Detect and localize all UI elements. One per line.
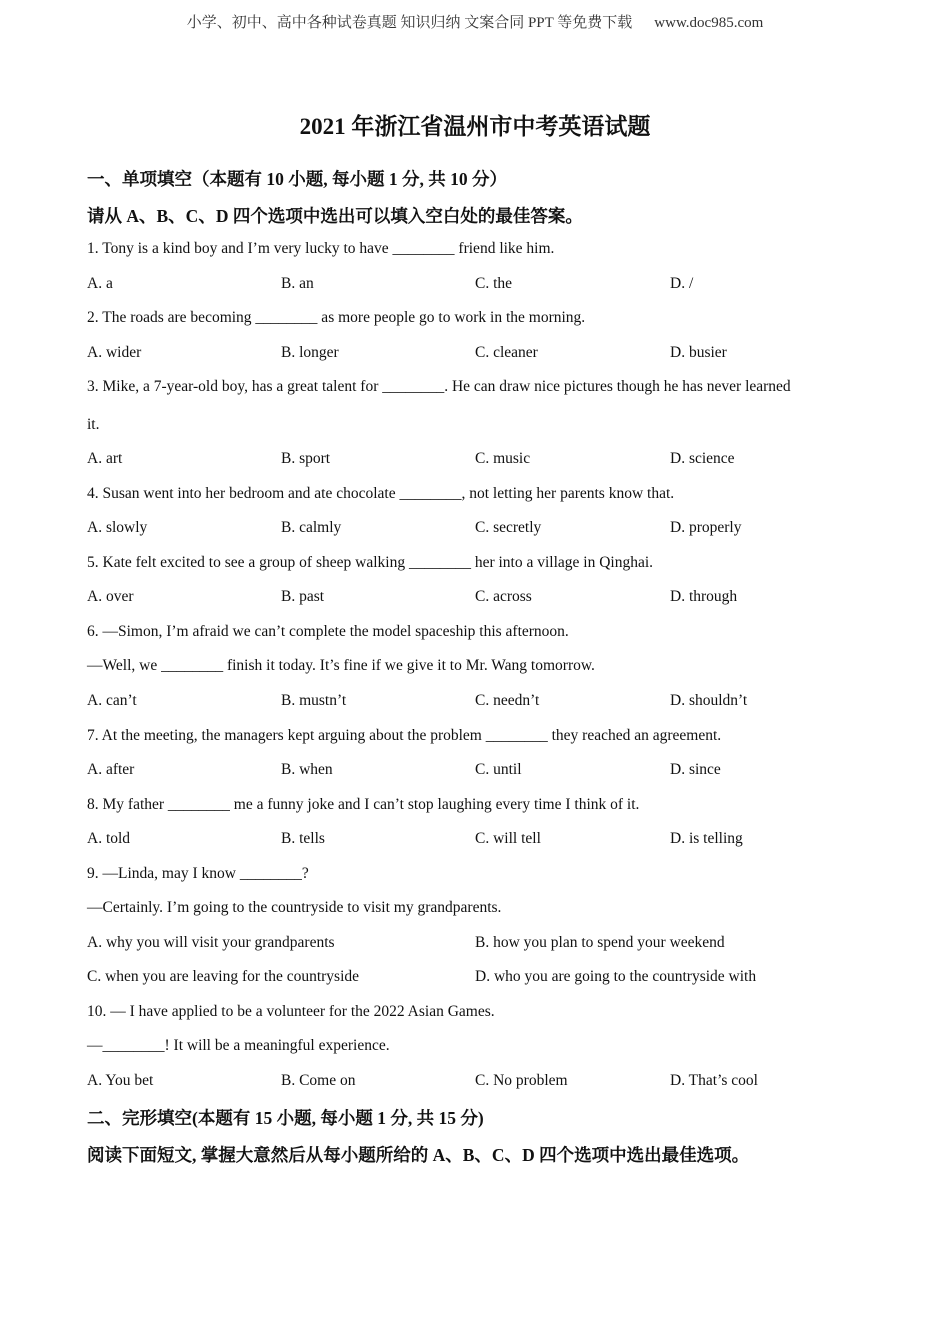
question-9-stem: 9. —Linda, may I know ________?: [87, 865, 309, 882]
question-5-option-c: C. across: [475, 588, 532, 605]
question-7-option-b: B. when: [281, 761, 333, 778]
header-text: 小学、初中、高中各种试卷真题 知识归纳 文案合同 PPT 等免费下载: [186, 15, 633, 31]
question-9-option-a: A. why you will visit your grandparents: [87, 934, 335, 951]
question-2-option-d: D. busier: [670, 344, 727, 361]
question-5-stem: 5. Kate felt excited to see a group of sheep walking ________ her into a village in Qinghai.: [87, 554, 654, 571]
question-10-option-c: C. No problem: [475, 1072, 568, 1089]
question-10-stem: 10. — I have applied to be a volunteer for the 2022 Asian Games.: [87, 1003, 495, 1020]
question-7-option-d: D. since: [670, 761, 721, 778]
question-6-option-d: D. shouldn’t: [670, 692, 748, 709]
question-5-option-d: D. through: [670, 588, 738, 605]
question-1-option-a: A. a: [87, 275, 113, 292]
section2-heading: 二、完形填空(本题有 15 小题, 每小题 1 分, 共 15 分): [87, 1108, 484, 1128]
question-6-stem: 6. —Simon, I’m afraid we can’t complete the model spaceship this afternoon.: [87, 623, 569, 640]
question-7-stem: 7. At the meeting, the managers kept arguing about the problem ________ they reached an agreement.: [87, 727, 722, 744]
question-1-option-d: D. /: [670, 275, 694, 292]
question-4-stem: 4. Susan went into her bedroom and ate chocolate ________, not letting her parents know that.: [87, 485, 675, 502]
page-header: [0, 11, 950, 32]
question-5-option-b: B. past: [281, 588, 325, 605]
question-8-option-a: A. told: [87, 830, 131, 847]
question-4-option-c: C. secretly: [475, 519, 542, 536]
header-url: www.doc985.com: [654, 15, 764, 31]
page-title: 2021 年浙江省温州市中考英语试题: [299, 114, 651, 139]
question-3-option-c: C. music: [475, 450, 531, 467]
question-9-option-c: C. when you are leaving for the countryside: [87, 968, 360, 985]
question-9-stem-cont: —Certainly. I’m going to the countryside to visit my grandparents.: [87, 899, 502, 916]
question-8-stem: 8. My father ________ me a funny joke and I can’t stop laughing every time I think of it.: [87, 796, 640, 813]
question-1-option-b: B. an: [281, 275, 314, 292]
question-3-option-a: A. art: [87, 450, 123, 467]
question-6-option-c: C. needn’t: [475, 692, 540, 709]
question-8-option-b: B. tells: [281, 830, 325, 847]
question-6-option-b: B. mustn’t: [281, 692, 347, 709]
question-2-option-a: A. wider: [87, 344, 142, 361]
question-10-option-b: B. Come on: [281, 1072, 356, 1089]
question-6-option-a: A. can’t: [87, 692, 137, 709]
section2-instruction: 阅读下面短文, 掌握大意然后从每小题所给的 A、B、C、D 四个选项中选出最佳选项。: [87, 1145, 750, 1165]
question-8-option-c: C. will tell: [475, 830, 541, 847]
question-4-option-d: D. properly: [670, 519, 742, 536]
question-1-stem: 1. Tony is a kind boy and I’m very lucky to have ________ friend like him.: [87, 240, 555, 257]
question-3-option-d: D. science: [670, 450, 735, 467]
question-1-option-c: C. the: [475, 275, 513, 292]
question-3-stem: 3. Mike, a 7-year-old boy, has a great talent for ________. He can draw nice pictures though he has never learned: [87, 378, 791, 395]
question-8-option-d: D. is telling: [670, 830, 743, 847]
question-10-option-a: A. You bet: [87, 1072, 154, 1089]
question-10-option-d: D. That’s cool: [670, 1072, 758, 1089]
question-4-option-b: B. calmly: [281, 519, 342, 536]
question-9-option-d: D. who you are going to the countryside with: [475, 968, 757, 985]
question-7-option-c: C. until: [475, 761, 522, 778]
section1-instruction: 请从 A、B、C、D 四个选项中选出可以填入空白处的最佳答案。: [87, 206, 583, 226]
section1-heading: 一、单项填空（本题有 10 小题, 每小题 1 分, 共 10 分）: [87, 169, 507, 189]
question-3-stem-cont: it.: [87, 416, 100, 433]
question-2-option-b: B. longer: [281, 344, 339, 361]
question-4-option-a: A. slowly: [87, 519, 148, 536]
question-9-option-b: B. how you plan to spend your weekend: [475, 934, 725, 951]
question-2-option-c: C. cleaner: [475, 344, 538, 361]
question-7-option-a: A. after: [87, 761, 135, 778]
question-2-stem: 2. The roads are becoming ________ as more people go to work in the morning.: [87, 309, 586, 326]
question-3-option-b: B. sport: [281, 450, 331, 467]
question-10-stem-cont: —________! It will be a meaningful experience.: [87, 1037, 390, 1054]
question-6-stem-cont: —Well, we ________ finish it today. It’s fine if we give it to Mr. Wang tomorrow.: [87, 657, 595, 674]
question-5-option-a: A. over: [87, 588, 134, 605]
